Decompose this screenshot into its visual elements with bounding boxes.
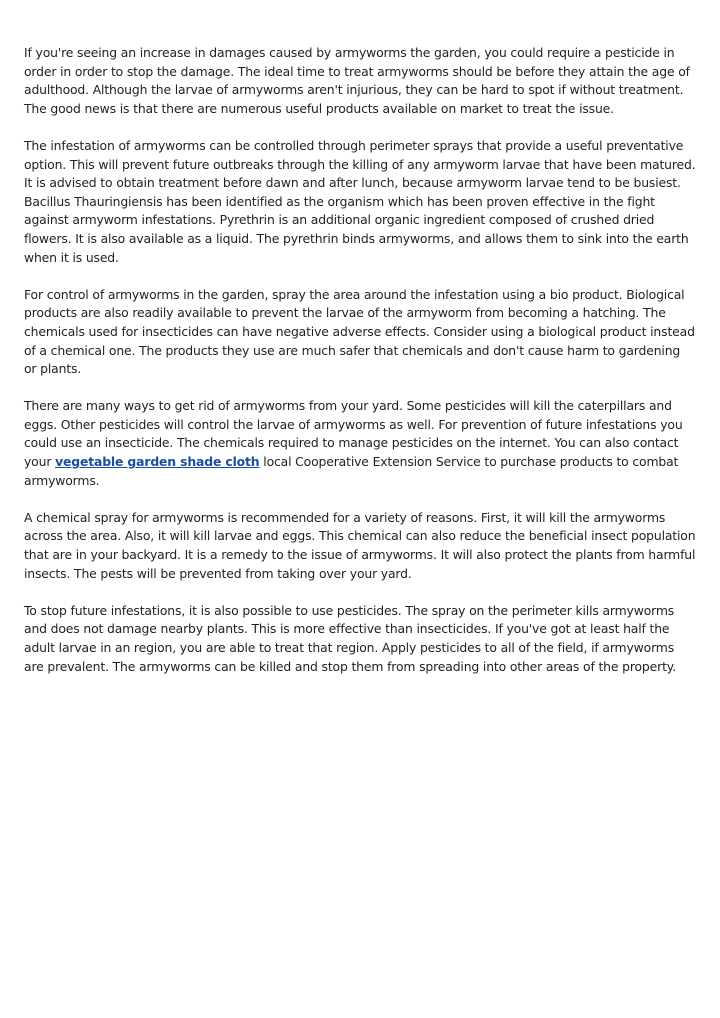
paragraph-2: The infestation of armyworms can be controlled through perimeter sprays that provide a useful preventative option. This will prevent future outbreaks through the killing of any armyworm larvae that have been matured. It is advised to obtain treatment before dawn and after lunch, because armyworm larvae tend to be busiest. Bacillus Thauringiensis has been identified as the organism which has been proven effective in the fight against armyworm infestations. Pyrethrin is an additional organic ingredient composed of crushed dried flowers. It is also available as a liquid. The pyrethrin binds armyworms, and allows them to sink into the earth when it is used. [24,137,696,265]
paragraph-6: To stop future infestations, it is also possible to use pesticides. The spray on the perimeter kills armyworms and does not damage nearby plants. This is more effective than insecticides. If you've got at least half the adult larvae in an region, you are able to treat that region. Apply pesticides to all of the field, if armyworms are prevalent. The armyworms can be killed and stop them from spreading into other areas of the property. [24,602,676,674]
vegetable-garden-shade-cloth-link[interactable]: vegetable garden shade cloth [55,454,260,470]
paragraph-4 [24,397,696,490]
paragraph-4-text-after-link: local Cooperative Extension Service to purchase products to combat armyworms. [24,454,679,488]
article-body [24,44,696,695]
paragraph-1: If you're seeing an increase in damages caused by armyworms the garden, you could require a pesticide in order in order to stop the damage. The ideal time to treat armyworms should be before they attain the age of adulthood. Although the larvae of armyworms aren't injurious, they can be hard to spot if without treatment. The good news is that there are numerous useful products available on market to treat the issue. [24,45,690,116]
paragraph-3: For control of armyworms in the garden, spray the area around the infestation using a bio product. Biological products are also readily available to prevent the larvae of the armyworm from becoming a hatching. The chemicals used for insecticides can have negative adverse effects. Consider using a biological product instead of a chemical one. The products they use are much safer that chemicals and don't cause harm to gardening or plants. [24,286,695,377]
paragraph-4-text-before-link: There are many ways to get rid of armyworms from your yard. Some pesticides will kill the caterpillars and eggs. Other pesticides will control the larvae of armyworms as well. For prevention of future infestations you could use an insecticide. The chemicals required to manage pesticides on the internet. You can also contact your [24,398,683,470]
paragraph-5: A chemical spray for armyworms is recommended for a variety of reasons. First, it will kill the armyworms across the area. Also, it will kill larvae and eggs. This chemical can also reduce the beneficial insect population that are in your backyard. It is a remedy to the issue of armyworms. It will also protect the plants from harmful insects. The pests will be prevented from taking over your yard. [24,509,696,581]
